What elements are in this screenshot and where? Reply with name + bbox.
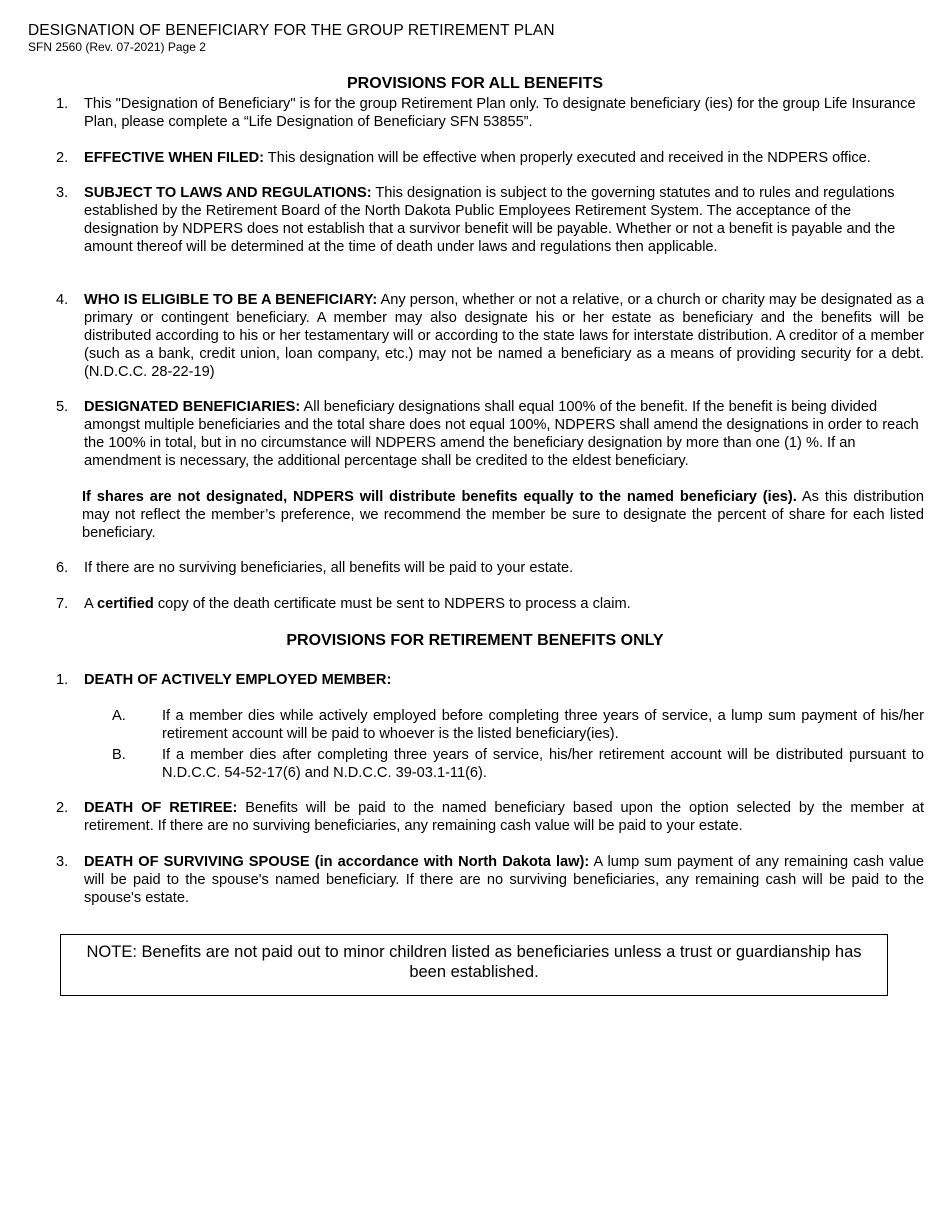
list-item xyxy=(56,398,924,470)
item-heading: If shares are not designated, NDPERS will distribute benefits equally to the named beneficiary (ies). xyxy=(82,489,797,505)
item-heading: DEATH OF ACTIVELY EMPLOYED MEMBER: xyxy=(84,672,392,688)
sub-list-item xyxy=(112,707,924,743)
item-number: 6. xyxy=(56,560,69,576)
item-text: Benefits will be paid to the named beneficiary based upon the option selected by the member at retirement. If there are no surviving beneficiaries, any remaining cash value will be paid to your estate. xyxy=(84,800,924,835)
list-item xyxy=(56,671,924,689)
sub-list-item xyxy=(112,746,924,782)
form-number: SFN 2560 (Rev. 07-2021) Page 2 xyxy=(28,40,206,54)
item-text: As this distribution may not reflect the member’s preference, we recommend the member be sure to designate the percent of share for each listed beneficiary. xyxy=(82,489,924,542)
item-number: 1. xyxy=(56,96,69,112)
list-item xyxy=(56,291,924,381)
item-text: A lump sum payment of any remaining cash value will be paid to the spouse's named beneficiary. If there are no surviving beneficiaries, any remaining cash will be paid to the spouse's estate. xyxy=(84,854,924,907)
item-heading: EFFECTIVE WHEN FILED: xyxy=(84,150,264,166)
item-text: This designation is subject to the governing statutes and to rules and regulations established by the Retirement Board of the North Dakota Public Employees Retirement System. The acceptance of the designation by NDPERS does not establish that a survivor benefit will be payable. Whether or not a benefit is payable and the amount thereof will be determined at the time of death under laws and regulations then applicable. xyxy=(84,185,896,256)
sub-item-text: If a member dies after completing three years of service, his/her retirement account will be distributed pursuant to N.D.C.C. 54-52-17(6) and N.D.C.C. 39-03.1-11(6). xyxy=(162,747,924,782)
item-heading: SUBJECT TO LAWS AND REGULATIONS: xyxy=(84,185,372,201)
item-heading: WHO IS ELIGIBLE TO BE A BENEFICIARY: xyxy=(84,292,378,308)
list-item xyxy=(56,149,924,167)
form-title: DESIGNATION OF BENEFICIARY FOR THE GROUP RETIREMENT PLAN xyxy=(28,22,555,39)
note-text: NOTE: Benefits are not paid out to minor children listed as beneficiaries unless a trust or guardianship has been established. xyxy=(86,943,862,981)
item-text: All beneficiary designations shall equal 100% of the benefit. If the benefit is being divided amongst multiple beneficiaries and the total share does not equal 100%, NDPERS shall amend the designations in order to reach the 100% in total, but in no circumstance will NDPERS amend the beneficiary designation by more than one (1) %. If an amendment is necessary, the additional percentage shall be credited to the eldest beneficiary. xyxy=(84,399,919,470)
item-heading: certified xyxy=(96,596,154,612)
item-text: If there are no surviving beneficiaries, all benefits will be paid to your estate. xyxy=(84,560,574,576)
item-number: 3. xyxy=(56,854,69,870)
list-item xyxy=(56,488,924,542)
item-text: This "Designation of Beneficiary" is for the group Retirement Plan only. To designate beneficiary (ies) for the group Life Insurance Plan, please complete a “Life Designation of Beneficiary SFN 53855”. xyxy=(84,96,916,131)
item-text-prefix: A xyxy=(84,596,97,612)
sub-item-letter: A. xyxy=(112,708,126,724)
item-text: copy of the death certificate must be sent to NDPERS to process a claim. xyxy=(153,596,631,612)
item-number: 2. xyxy=(56,150,69,166)
item-number: 4. xyxy=(56,292,69,308)
list-item xyxy=(56,184,924,256)
section-title-all-benefits: PROVISIONS FOR ALL BENEFITS xyxy=(346,75,604,92)
item-number: 5. xyxy=(56,399,69,415)
list-item xyxy=(56,595,924,613)
section-title-retirement-only: PROVISIONS FOR RETIREMENT BENEFITS ONLY xyxy=(286,632,664,649)
list-item xyxy=(56,853,924,907)
note-box xyxy=(60,934,888,996)
item-number: 7. xyxy=(56,596,69,612)
list-item xyxy=(56,559,924,577)
item-number: 3. xyxy=(56,185,69,201)
item-number: 2. xyxy=(56,800,69,816)
item-text: Any person, whether or not a relative, or a church or charity may be designated as a primary or contingent beneficiary. A member may also designate his or her estate as beneficiary and the benefits will be distributed according to his or her testamentary will or according to the state laws for interstate distribution. A creditor of a member (such as a bank, credit union, loan company, etc.) may not be named a beneficiary as a means of providing security for a debt. (N.D.C.C. 28-22-19) xyxy=(84,292,924,381)
item-number: 1. xyxy=(56,672,69,688)
sub-item-text: If a member dies while actively employed before completing three years of service, a lump sum payment of his/her retirement account will be paid to whoever is the listed beneficiary(ies). xyxy=(162,708,924,743)
sub-item-letter: B. xyxy=(112,747,126,763)
list-item xyxy=(56,799,924,835)
item-heading: DEATH OF SURVIVING SPOUSE (in accordance with North Dakota law): xyxy=(84,854,590,870)
item-heading: DESIGNATED BENEFICIARIES: xyxy=(84,399,301,415)
item-heading: DEATH OF RETIREE: xyxy=(84,800,238,816)
list-item xyxy=(56,95,924,131)
item-text: This designation will be effective when properly executed and received in the NDPERS office. xyxy=(264,150,871,166)
